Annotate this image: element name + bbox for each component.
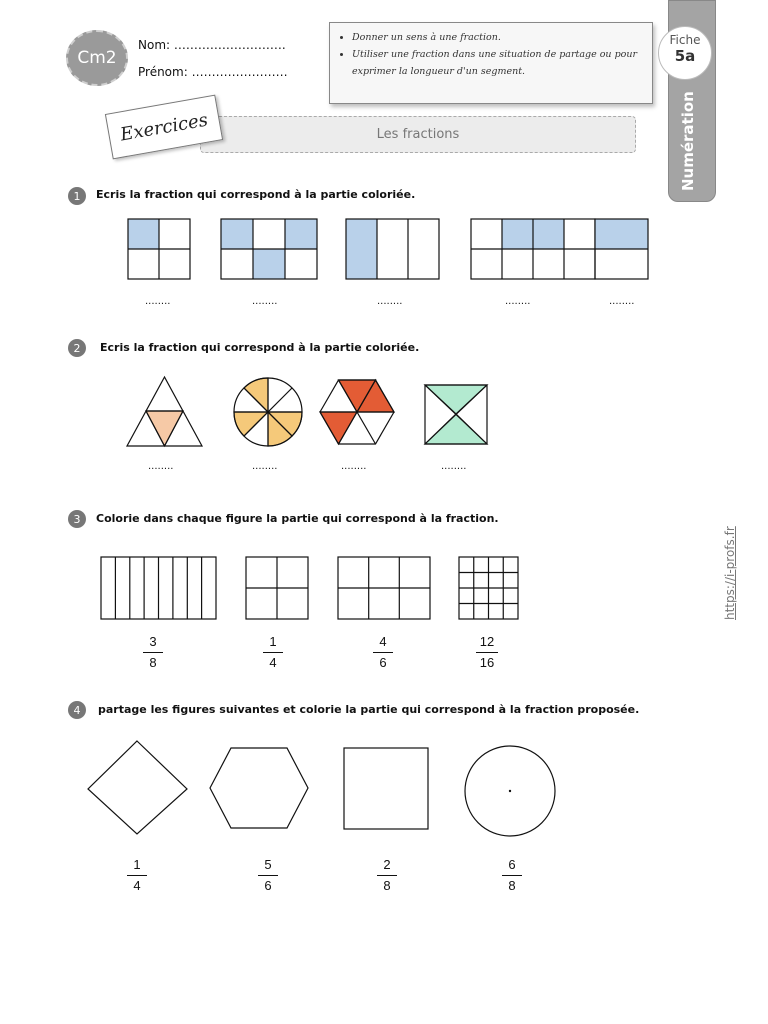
fraction-denominator: 4 [269,655,277,670]
fraction-denominator: 6 [379,655,387,670]
fraction-numerator: 1 [133,857,141,872]
objective-item: • Donner un sens à une fraction. [352,29,646,46]
square-figure [344,748,428,829]
answer-blank[interactable]: ........ [252,296,278,307]
hexagon-figure [210,748,308,828]
fraction-label [258,858,278,893]
exercices-label: Exercices [118,108,210,146]
question-text: Colorie dans chaque figure la partie qui correspond à la fraction. [96,512,499,525]
fraction-numerator: 2 [383,857,391,872]
fraction-numerator: 4 [379,634,387,649]
fraction-denominator: 16 [479,655,495,670]
objective-item: • Utiliser une fraction dans une situation de partage ou pour exprimer la longueur d'un segment. [352,46,646,80]
answer-blank[interactable]: ........ [341,461,367,472]
answer-blank[interactable]: ........ [148,461,174,472]
diamond-figure [88,741,187,834]
fraction-numerator: 3 [149,634,157,649]
level-label: Cm2 [77,48,117,68]
fraction-numerator: 1 [269,634,277,649]
answer-blank[interactable]: ........ [609,296,635,307]
fiche-number: 5a [674,47,696,65]
source-url[interactable]: https://i-profs.fr [723,526,737,620]
fraction-label [127,858,147,893]
fiche-label: Fiche [669,33,701,47]
fraction-denominator: 8 [383,878,391,893]
fraction-denominator: 6 [264,878,272,893]
question-text: partage les figures suivantes et colorie la partie qui correspond à la fraction proposée. [98,703,640,716]
fraction-denominator: 4 [133,878,141,893]
answer-blank[interactable]: ........ [145,296,171,307]
circle-center-dot [509,790,511,792]
answer-blank[interactable]: ........ [252,461,278,472]
fraction-label [377,858,397,893]
fraction-label [502,858,522,893]
question-number: 1 [68,187,86,205]
question-number: 4 [68,701,86,719]
fraction-denominator: 8 [149,655,157,670]
fraction-numerator: 5 [264,857,272,872]
question-number: 2 [68,339,86,357]
nom-line: Nom: ………………………. [138,38,286,52]
prenom-line: Prénom: …………………… [138,65,288,79]
question-text: Ecris la fraction qui correspond à la partie coloriée. [100,341,420,354]
question-number: 3 [68,510,86,528]
side-tab-label: Numération [679,91,697,191]
fraction-numerator: 6 [508,857,516,872]
answer-blank[interactable]: ........ [441,461,467,472]
page-title: Les fractions [376,127,460,142]
question-text: Ecris la fraction qui correspond à la partie coloriée. [96,188,416,201]
fraction-numerator: 12 [479,634,495,649]
answer-blank[interactable]: ........ [505,296,531,307]
fraction-denominator: 8 [508,878,516,893]
answer-blank[interactable]: ........ [377,296,403,307]
